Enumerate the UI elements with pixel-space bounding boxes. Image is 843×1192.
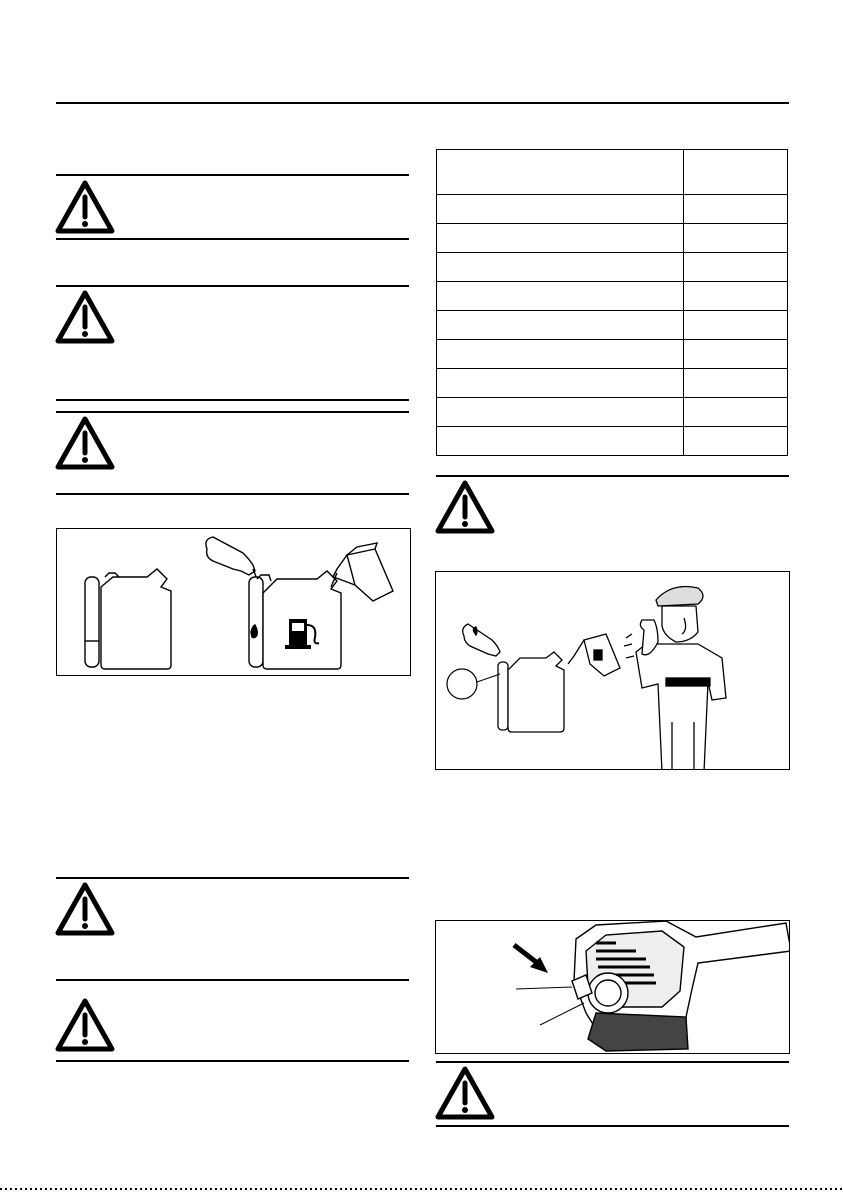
warning-triangle-icon [55, 180, 115, 234]
fuel-mixing-shaking-figure [435, 571, 790, 770]
fuel-jug-icon [568, 634, 620, 676]
table-row [437, 195, 788, 224]
warning-3-top-rule [56, 411, 409, 413]
warning-3-bottom-rule [56, 493, 409, 495]
oil-bottle-icon [463, 624, 500, 656]
engine-icon [572, 921, 790, 1051]
engine-fuel-cap-figure [435, 920, 790, 1054]
warning-4-top-rule [56, 877, 409, 879]
warning-2-top-rule [56, 285, 409, 287]
warning-triangle-icon [55, 416, 115, 470]
warning-7-top-rule [436, 1061, 789, 1063]
warning-5-bottom-rule [56, 1060, 409, 1062]
oil-bottle-icon [206, 537, 257, 579]
warning-triangle-icon [55, 998, 115, 1052]
table-row [437, 398, 788, 427]
page-edge [0, 1188, 843, 1190]
warning-2-bottom-rule [56, 399, 409, 401]
fuel-can-icon [498, 652, 564, 732]
table-row [437, 224, 788, 253]
warning-triangle-icon [435, 1066, 495, 1120]
fuel-can-mixing-figure [56, 528, 411, 676]
fuel-mixing-table [436, 149, 788, 456]
fuel-can-icon [85, 569, 171, 669]
table-header-row [437, 150, 788, 195]
warning-1-bottom-rule [56, 238, 409, 240]
header-rule [56, 102, 789, 104]
table-row [437, 311, 788, 340]
warning-7-bottom-rule [436, 1125, 789, 1127]
warning-4-bottom-rule [56, 979, 409, 981]
warning-triangle-icon [55, 882, 115, 936]
warning-1-top-rule [56, 174, 409, 176]
table-row [437, 282, 788, 311]
table-row [437, 340, 788, 369]
table-row [437, 427, 788, 456]
table-row [437, 369, 788, 398]
warning-6-top-rule [436, 475, 789, 477]
operator-icon [624, 587, 726, 771]
warning-triangle-icon [55, 290, 115, 344]
warning-triangle-icon [435, 480, 495, 534]
table-row [437, 253, 788, 282]
